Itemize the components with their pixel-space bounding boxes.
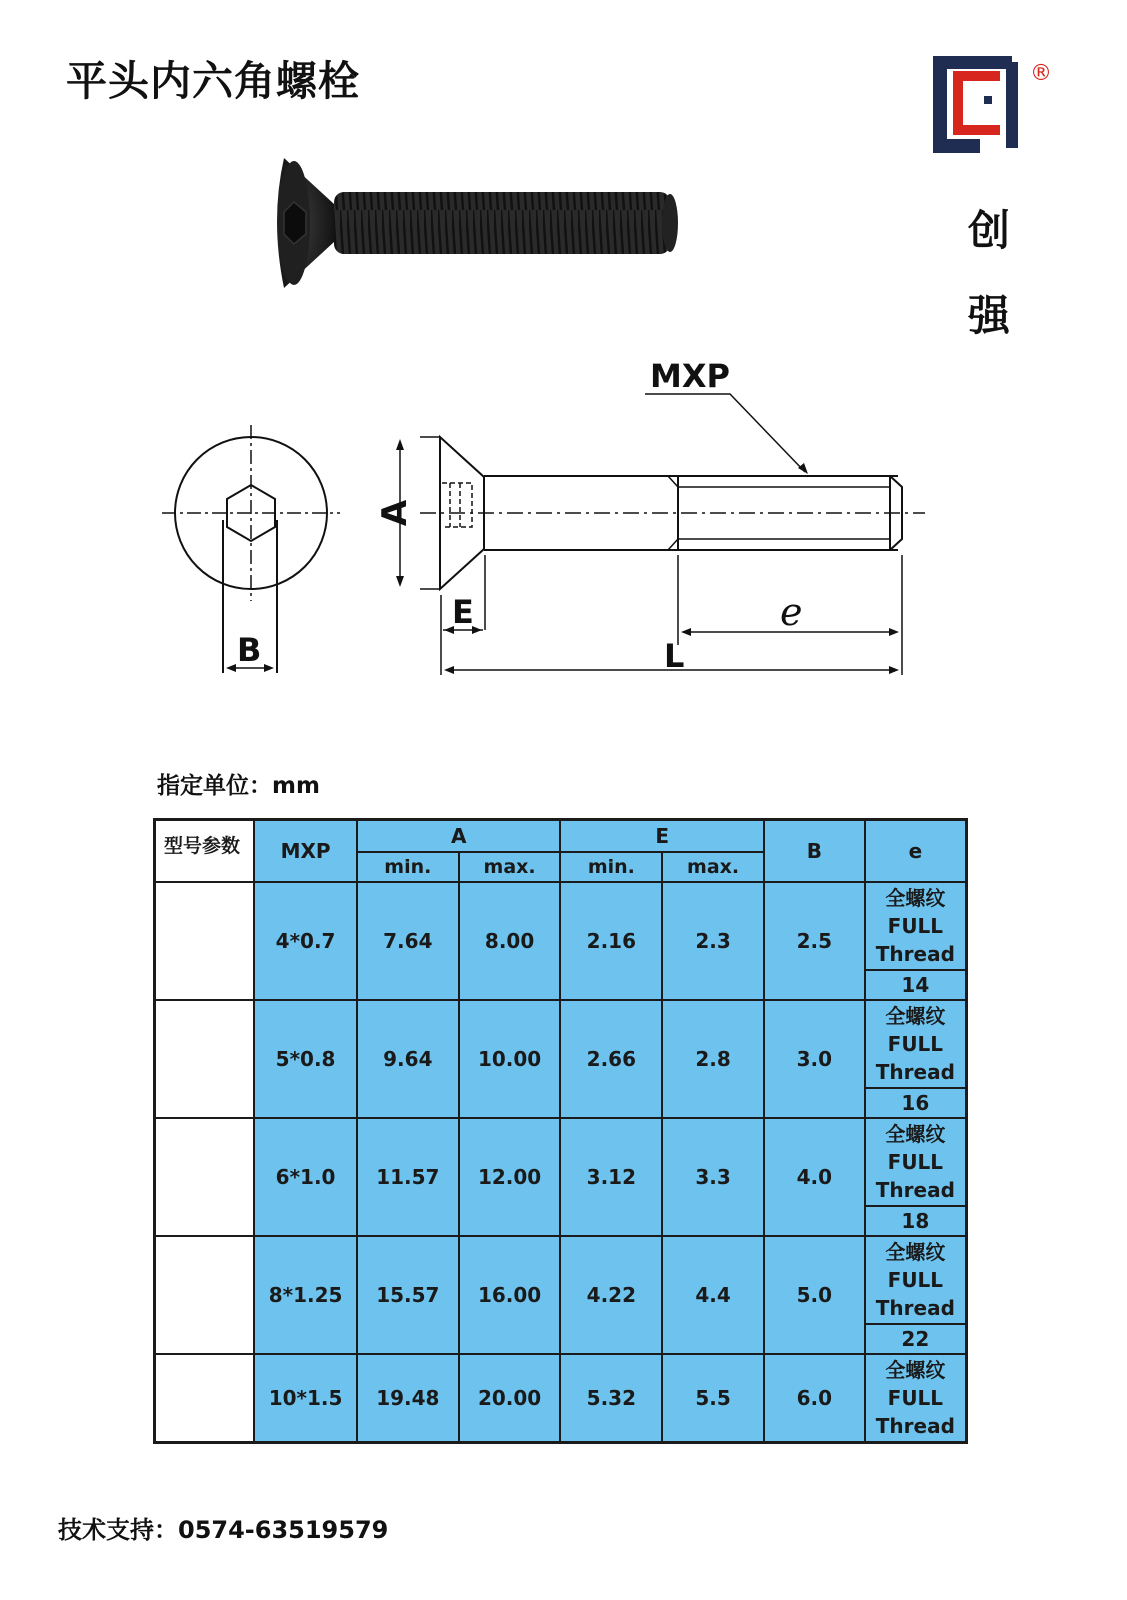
model-cell [155,1354,255,1443]
table-row [155,882,967,970]
label-b: B [237,631,262,669]
full-thread-en1: FULL [887,914,944,938]
b-cell: 6.0 [764,1354,865,1443]
mxp-cell: 4*0.7 [254,882,357,1000]
table-row [155,1236,967,1324]
countersunk-hex-bolt-photo [270,150,690,300]
full-thread-en1: FULL [887,1150,944,1174]
a-max-cell: 12.00 [459,1118,561,1236]
full-thread-en1: FULL [887,1268,944,1292]
e-max-cell: 5.5 [662,1354,764,1443]
full-thread-cn: 全螺纹 [885,1122,946,1146]
e-min-cell: 4.22 [560,1236,662,1354]
header-model: 型号参数 [155,820,255,883]
header-b: B [764,820,865,883]
header-mxp: MXP [254,820,357,883]
registered-mark: ® [1030,61,1052,86]
full-thread-cell [865,1354,967,1443]
label-e-thread: e [780,590,803,634]
label-l: L [664,637,685,675]
label-e-head: E [452,593,474,631]
full-thread-cn: 全螺纹 [885,1240,946,1264]
model-cell [155,1236,255,1354]
full-thread-en2: Thread [875,1296,955,1320]
a-min-cell: 7.64 [357,882,459,1000]
e-max-cell: 3.3 [662,1118,764,1236]
unit-label: 指定单位：mm [157,773,320,799]
technical-drawing [150,355,970,700]
full-thread-en2: Thread [875,1414,955,1438]
header-e-min: min. [560,852,662,882]
table-row [155,1354,967,1443]
e-min-cell: 3.12 [560,1118,662,1236]
mxp-cell: 8*1.25 [254,1236,357,1354]
full-thread-cell [865,1000,967,1088]
a-max-cell: 10.00 [459,1000,561,1118]
a-min-cell: 15.57 [357,1236,459,1354]
a-min-cell: 11.57 [357,1118,459,1236]
full-thread-en1: FULL [887,1386,944,1410]
e-min-cell: 2.66 [560,1000,662,1118]
e-min-cell: 2.16 [560,882,662,1000]
a-max-cell: 20.00 [459,1354,561,1443]
full-thread-en2: Thread [875,1178,955,1202]
table-row [155,1000,967,1088]
mxp-cell: 6*1.0 [254,1118,357,1236]
full-thread-cn: 全螺纹 [885,1358,946,1382]
mxp-cell: 5*0.8 [254,1000,357,1118]
a-min-cell: 19.48 [357,1354,459,1443]
thread-length-cell: 16 [865,1088,967,1118]
a-min-cell: 9.64 [357,1000,459,1118]
mxp-cell: 10*1.5 [254,1354,357,1443]
thread-length-cell: 18 [865,1206,967,1236]
full-thread-cell [865,1236,967,1324]
header-a-min: min. [357,852,459,882]
model-cell [155,1000,255,1118]
b-cell: 5.0 [764,1236,865,1354]
e-min-cell: 5.32 [560,1354,662,1443]
header-a: A [357,820,561,853]
thread-length-cell: 22 [865,1324,967,1354]
b-cell: 2.5 [764,882,865,1000]
brand-char-1: 创 [968,206,1011,255]
full-thread-cn: 全螺纹 [885,1004,946,1028]
thread-length-cell: 14 [865,970,967,1000]
header-a-max: max. [459,852,561,882]
full-thread-en1: FULL [887,1032,944,1056]
tech-support-phone: 技术支持：0574-63519579 [58,1516,389,1544]
table-row [155,1118,967,1206]
b-cell: 4.0 [764,1118,865,1236]
label-a: A [375,499,415,527]
full-thread-cell [865,882,967,970]
cq-logo-icon [930,56,1055,156]
brand-char-2: 强 [968,291,1011,340]
e-max-cell: 2.3 [662,882,764,1000]
b-cell: 3.0 [764,1000,865,1118]
spec-table [153,818,968,1444]
full-thread-en2: Thread [875,942,955,966]
full-thread-en2: Thread [875,1060,955,1084]
header-e-max: max. [662,852,764,882]
full-thread-cell [865,1118,967,1206]
a-max-cell: 8.00 [459,882,561,1000]
header-e-thread: e [865,820,967,883]
e-max-cell: 2.8 [662,1000,764,1118]
label-mxp: MXP [650,357,730,395]
header-e-head: E [560,820,764,853]
full-thread-cn: 全螺纹 [885,886,946,910]
model-cell [155,882,255,1000]
page-title: 平头内六角螺栓 [66,57,360,105]
model-cell [155,1118,255,1236]
e-max-cell: 4.4 [662,1236,764,1354]
a-max-cell: 16.00 [459,1236,561,1354]
